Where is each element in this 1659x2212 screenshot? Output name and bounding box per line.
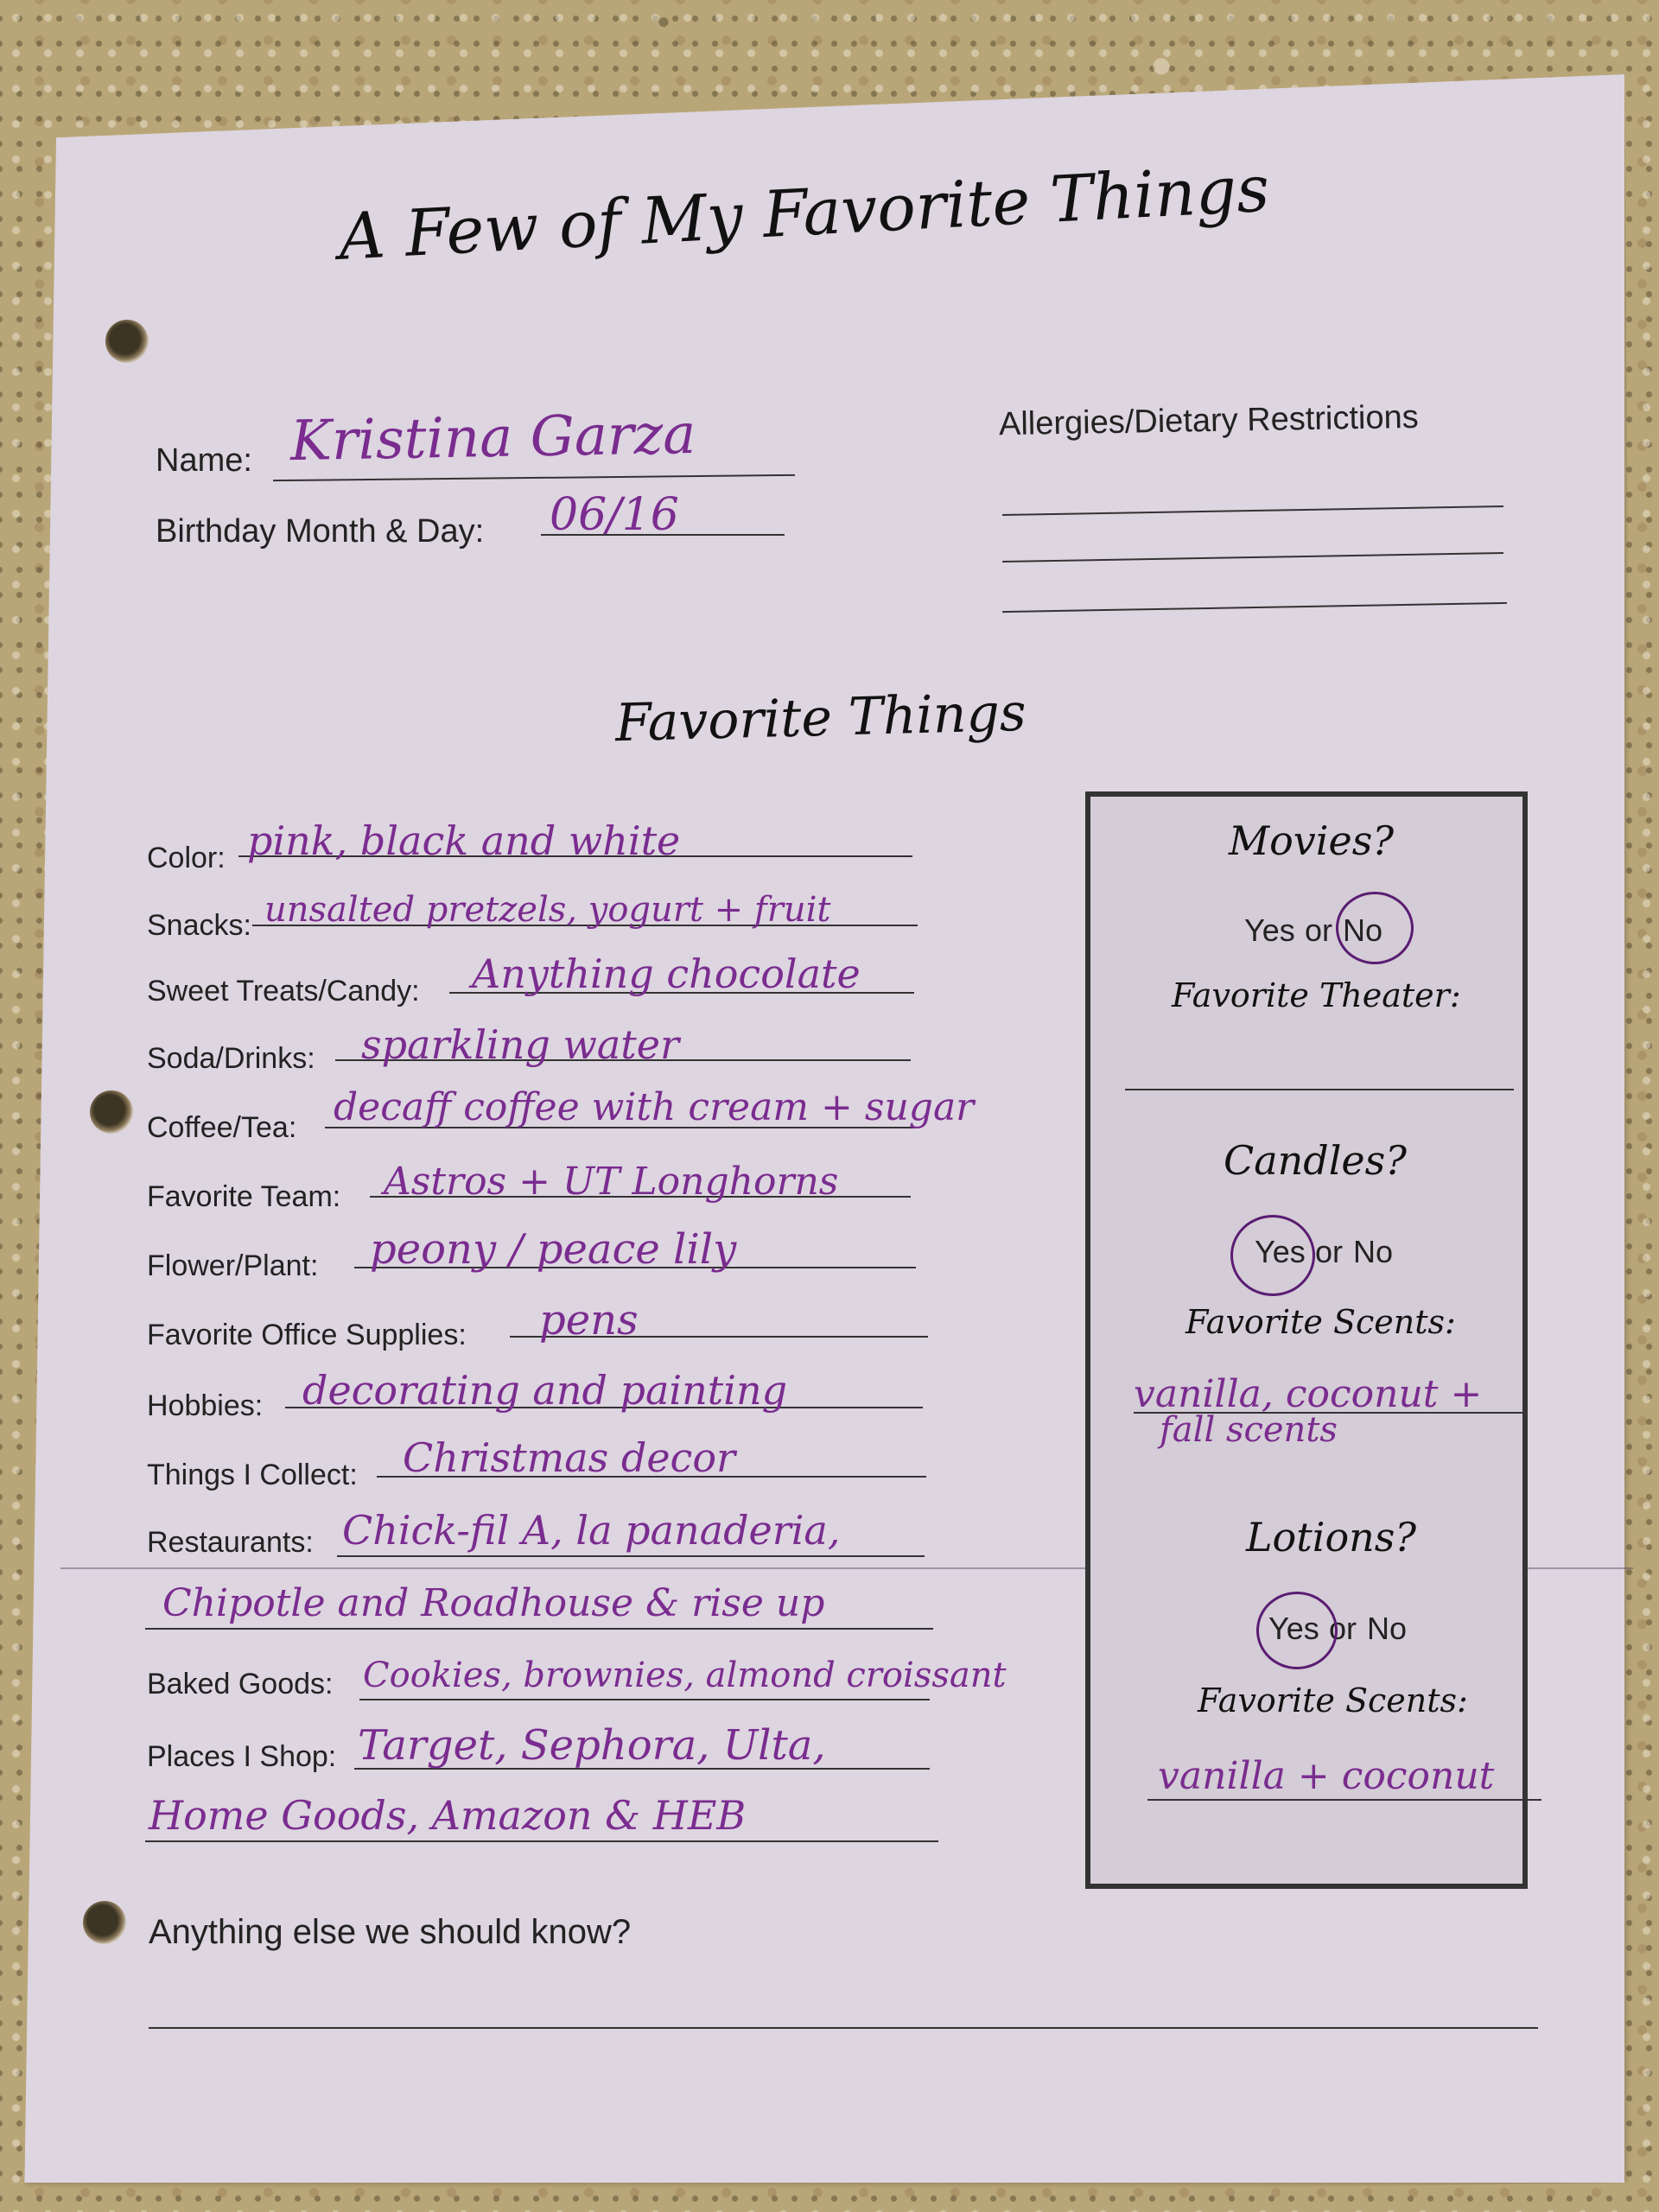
lotions-title: Lotions? [1246,1514,1417,1560]
field-value-flower[interactable]: peony / peace lily [370,1225,737,1274]
candles-or-text: or [1315,1234,1344,1269]
field-value-places-shop-cont[interactable]: Home Goods, Amazon & HEB [149,1792,747,1839]
anything-else-line[interactable] [149,2027,1538,2029]
movies-title: Movies? [1229,817,1394,864]
field-label-soda: Soda/Drinks: [147,1042,315,1075]
candles-answer-circle [1230,1215,1315,1296]
lotions-answer-circle [1256,1592,1338,1669]
candles-scents-value-1[interactable]: vanilla, coconut + [1134,1372,1483,1416]
birthday-value[interactable]: 06/16 [550,489,679,541]
field-value-places-shop[interactable]: Target, Sephora, Ulta, [358,1721,826,1770]
field-value-baked-goods[interactable]: Cookies, brownies, almond croissant [363,1656,1007,1695]
candles-scents-label: Favorite Scents: [1185,1303,1456,1341]
field-value-collect[interactable]: Christmas decor [403,1434,736,1481]
field-label-places-shop: Places I Shop: [147,1740,337,1773]
movies-or-text: or [1305,912,1333,948]
field-value-restaurants[interactable]: Chick-fil A, la panaderia, [342,1507,841,1554]
movies-answer-circle [1336,892,1414,964]
name-label: Name: [156,442,252,479]
field-label-baked-goods: Baked Goods: [147,1668,334,1700]
field-label-collect: Things I Collect: [147,1459,358,1491]
movies-yes-option[interactable]: Yes [1244,912,1295,948]
field-label-restaurants: Restaurants: [147,1526,314,1559]
form-title: A Few of My Favorite Things [337,151,1272,275]
field-label-team: Favorite Team: [147,1180,341,1213]
field-label-coffee: Coffee/Tea: [147,1111,297,1144]
field-value-snacks[interactable]: unsalted pretzels, yogurt + fruit [264,890,831,930]
section-title: Favorite Things [614,682,1027,754]
field-label-flower: Flower/Plant: [147,1249,319,1282]
candles-no-option[interactable]: No [1353,1234,1394,1269]
field-value-team[interactable]: Astros + UT Longhorns [384,1160,839,1204]
field-underline-restaurants-cont [145,1628,933,1630]
field-label-sweet-treats: Sweet Treats/Candy: [147,975,420,1007]
field-value-sweet-treats[interactable]: Anything chocolate [472,950,861,997]
candles-scents-value-2[interactable]: fall scents [1160,1410,1338,1450]
candles-title: Candles? [1224,1137,1407,1184]
field-value-hobbies[interactable]: decorating and painting [302,1367,788,1414]
field-label-color: Color: [147,842,226,874]
anything-else-label: Anything else we should know? [149,1913,632,1951]
allergies-label: Allergies/Dietary Restrictions [998,398,1420,443]
field-value-soda[interactable]: sparkling water [361,1021,679,1068]
lotions-or-text: or [1329,1611,1357,1646]
lotions-yes-option[interactable]: Yes [1268,1611,1319,1646]
binder-hole-top [105,320,149,363]
theater-label: Favorite Theater: [1172,976,1461,1014]
field-label-snacks: Snacks: [147,909,251,942]
field-label-office-supplies: Favorite Office Supplies: [147,1319,467,1351]
field-underline-restaurants [337,1555,925,1557]
field-value-coffee[interactable]: decaff coffee with cream + sugar [334,1085,975,1129]
field-underline-places-shop-cont [145,1840,938,1842]
lotions-scents-line [1147,1799,1541,1801]
binder-hole-bottom [83,1901,126,1944]
lotions-scents-label: Favorite Scents: [1198,1681,1468,1719]
field-value-office-supplies[interactable]: pens [539,1296,639,1344]
movies-no-option[interactable]: No [1343,912,1383,948]
lotions-no-option[interactable]: No [1367,1611,1408,1646]
lotions-scents-value[interactable]: vanilla + coconut [1158,1754,1495,1798]
candles-yes-option[interactable]: Yes [1255,1234,1306,1269]
field-label-hobbies: Hobbies: [147,1389,264,1422]
theater-line[interactable] [1125,1089,1514,1090]
birthday-label: Birthday Month & Day: [156,513,485,550]
name-value[interactable]: Kristina Garza [289,402,696,474]
field-value-restaurants-cont[interactable]: Chipotle and Roadhouse & rise up [162,1581,825,1625]
binder-hole-middle [90,1090,133,1134]
field-underline-baked-goods [359,1699,930,1700]
field-value-color[interactable]: pink, black and white [247,817,681,864]
